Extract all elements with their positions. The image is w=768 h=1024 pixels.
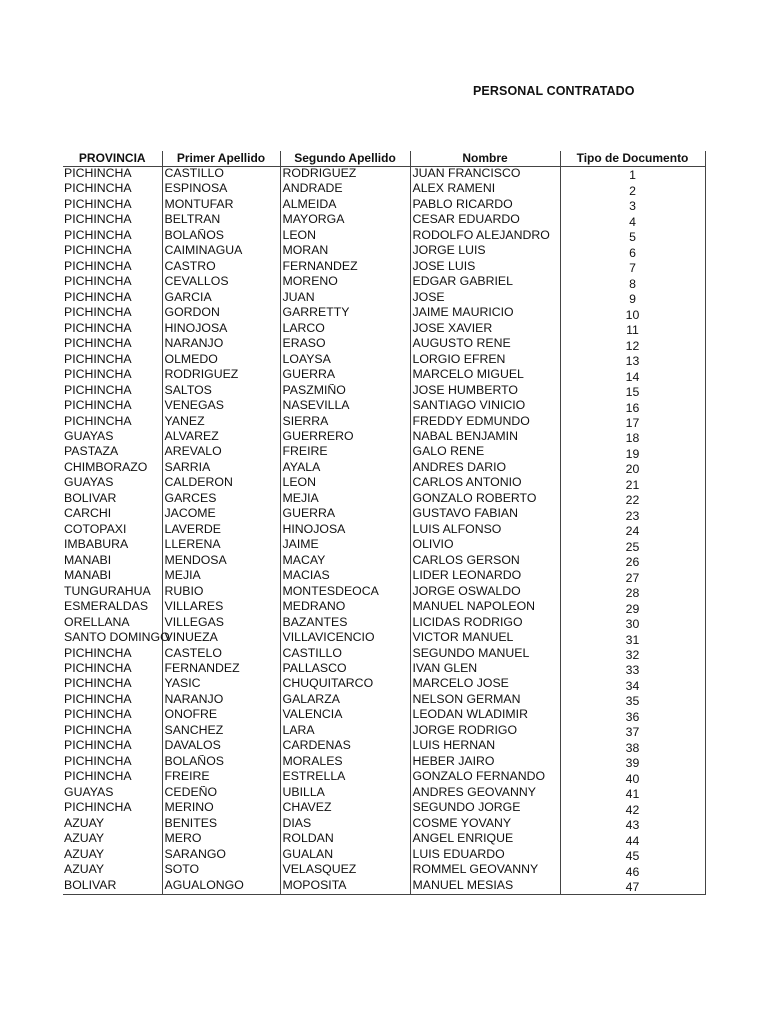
cell-tipo-documento: 6 [560,244,705,259]
table-row [63,708,705,723]
table-row [63,817,705,832]
cell-tipo-documento: 1 [560,167,705,183]
cell-nombre: JOSE HUMBERTO [410,384,560,399]
cell-provincia: BOLIVAR [63,879,162,895]
table-row [63,585,705,600]
cell-segundo-apellido: FREIRE [280,445,410,460]
cell-tipo-documento: 17 [560,415,705,430]
cell-segundo-apellido: DIAS [280,817,410,832]
cell-primer-apellido: MEJIA [162,569,280,584]
cell-provincia: BOLIVAR [64,490,117,505]
cell-nombre: JOSE XAVIER [410,322,560,337]
cell-primer-apellido: RUBIO [162,585,280,600]
table-row [63,832,705,847]
table-row [63,739,705,754]
table-row [63,879,705,895]
table-row [63,198,705,213]
cell-nombre: AUGUSTO RENE [410,337,560,352]
cell-provincia: PICHINCHA [64,382,132,397]
cell-provincia: PICHINCHA [64,212,132,227]
cell-nombre: MANUEL NAPOLEON [410,600,560,615]
cell-primer-apellido: HINOJOSA [162,322,280,337]
cell-primer-apellido: YASIC [162,677,280,692]
cell-segundo-apellido: RODRIGUEZ [280,167,410,183]
cell-primer-apellido: CASTILLO [162,167,280,183]
cell-segundo-apellido: ALMEIDA [280,198,410,213]
cell-tipo-documento: 13 [560,353,705,368]
cell-provincia: PICHINCHA [64,289,132,304]
cell-tipo-documento: 21 [560,476,705,491]
table-row [63,229,705,244]
cell-nombre: VICTOR MANUEL [410,631,560,646]
cell-provincia: PICHINCHA [64,320,132,335]
cell-tipo-documento: 23 [560,507,705,522]
cell-segundo-apellido: ESTRELLA [280,770,410,785]
cell-nombre: ANDRES GEOVANNY [410,786,560,801]
table-header-row [63,151,705,167]
cell-nombre: MARCELO JOSE [410,677,560,692]
column-header-tipo-documento: Tipo de Documento [560,151,705,167]
cell-primer-apellido: SARANGO [162,848,280,863]
cell-provincia: PICHINCHA [64,738,132,753]
cell-nombre: CESAR EDUARDO [410,213,560,228]
column-header-nombre: Nombre [410,151,560,167]
cell-provincia: PICHINCHA [64,351,132,366]
cell-primer-apellido: MERINO [162,801,280,816]
cell-nombre: CARLOS GERSON [410,554,560,569]
cell-nombre: LUIS HERNAN [410,739,560,754]
table-row [63,182,705,197]
cell-tipo-documento: 5 [560,229,705,244]
cell-tipo-documento: 2 [560,182,705,197]
cell-primer-apellido: BOLAÑOS [162,755,280,770]
cell-provincia: GUAYAS [64,784,114,799]
cell-nombre: ANGEL ENRIQUE [410,832,560,847]
cell-primer-apellido: ESPINOSA [162,182,280,197]
cell-nombre: NABAL BENJAMIN [410,430,560,445]
cell-segundo-apellido: VALENCIA [280,708,410,723]
cell-provincia: AZUAY [64,862,105,877]
table-row [63,693,705,708]
cell-nombre: RODOLFO ALEJANDRO [410,229,560,244]
cell-primer-apellido: CALDERON [162,476,280,491]
cell-tipo-documento: 44 [560,832,705,847]
cell-primer-apellido: CEDEÑO [162,786,280,801]
cell-segundo-apellido: AYALA [280,461,410,476]
table-row [63,306,705,321]
cell-segundo-apellido: CHUQUITARCO [280,677,410,692]
cell-provincia: MANABI [64,568,112,583]
cell-nombre: LICIDAS RODRIGO [410,616,560,631]
cell-segundo-apellido: MACIAS [280,569,410,584]
cell-provincia: PICHINCHA [64,398,132,413]
cell-nombre: ANDRES DARIO [410,461,560,476]
cell-nombre: COSME YOVANY [410,817,560,832]
cell-tipo-documento: 8 [560,275,705,290]
table-row [63,569,705,584]
cell-segundo-apellido: GUERRERO [280,430,410,445]
table-row [63,322,705,337]
cell-primer-apellido: OLMEDO [162,353,280,368]
table-body [63,167,705,895]
cell-nombre: FREDDY EDMUNDO [410,415,560,430]
table-row [63,399,705,414]
cell-segundo-apellido: MOPOSITA [280,879,410,895]
cell-segundo-apellido: JAIME [280,538,410,553]
cell-tipo-documento: 38 [560,739,705,754]
cell-provincia: AZUAY [64,831,105,846]
cell-primer-apellido: MENDOSA [162,554,280,569]
cell-provincia: PICHINCHA [64,645,132,660]
cell-provincia: PICHINCHA [64,722,132,737]
table-row [63,461,705,476]
table-row [63,492,705,507]
cell-primer-apellido: GARCES [162,492,280,507]
cell-tipo-documento: 39 [560,755,705,770]
cell-segundo-apellido: MEJIA [280,492,410,507]
cell-segundo-apellido: LEON [280,229,410,244]
cell-segundo-apellido: LARA [280,724,410,739]
cell-primer-apellido: BENITES [162,817,280,832]
cell-provincia: CARCHI [64,506,112,521]
cell-provincia: PICHINCHA [64,274,132,289]
cell-tipo-documento: 29 [560,600,705,615]
cell-tipo-documento: 45 [560,848,705,863]
table-row [63,554,705,569]
cell-nombre: SANTIAGO VINICIO [410,399,560,414]
cell-primer-apellido: DAVALOS [162,739,280,754]
cell-segundo-apellido: MORALES [280,755,410,770]
table-row [63,213,705,228]
cell-tipo-documento: 41 [560,786,705,801]
cell-tipo-documento: 37 [560,724,705,739]
column-header-segundo-apellido: Segundo Apellido [280,151,410,167]
cell-provincia: PICHINCHA [64,196,132,211]
cell-provincia: PICHINCHA [64,707,132,722]
cell-nombre: IVAN GLEN [410,662,560,677]
cell-segundo-apellido: SIERRA [280,415,410,430]
cell-primer-apellido: JACOME [162,507,280,522]
cell-tipo-documento: 35 [560,693,705,708]
cell-segundo-apellido: FERNANDEZ [280,260,410,275]
table-row [63,786,705,801]
cell-segundo-apellido: ERASO [280,337,410,352]
cell-provincia: SANTO DOMINGO [64,630,170,645]
cell-primer-apellido: YANEZ [162,415,280,430]
cell-nombre: MANUEL MESIAS [410,879,560,895]
cell-primer-apellido: SANCHEZ [162,724,280,739]
cell-tipo-documento: 15 [560,384,705,399]
cell-provincia: PICHINCHA [64,769,132,784]
cell-nombre: GONZALO FERNANDO [410,770,560,785]
cell-tipo-documento: 14 [560,368,705,383]
cell-tipo-documento: 16 [560,399,705,414]
cell-segundo-apellido: MORENO [280,275,410,290]
cell-primer-apellido: GARCIA [162,291,280,306]
cell-nombre: LUIS EDUARDO [410,848,560,863]
cell-tipo-documento: 32 [560,647,705,662]
cell-nombre: GONZALO ROBERTO [410,492,560,507]
table-row [63,755,705,770]
cell-primer-apellido: AREVALO [162,445,280,460]
cell-tipo-documento: 10 [560,306,705,321]
cell-provincia: MANABI [64,552,112,567]
cell-tipo-documento: 33 [560,662,705,677]
personnel-table [63,151,706,895]
table-row [63,631,705,646]
cell-provincia: PICHINCHA [64,243,132,258]
cell-provincia: AZUAY [64,815,105,830]
cell-primer-apellido: CASTRO [162,260,280,275]
cell-nombre: JOSE LUIS [410,260,560,275]
column-header-provincia: PROVINCIA [63,151,162,167]
cell-tipo-documento: 46 [560,863,705,878]
cell-provincia: PICHINCHA [64,305,132,320]
cell-provincia: COTOPAXI [64,521,127,536]
cell-nombre: LORGIO EFREN [410,353,560,368]
cell-nombre: SEGUNDO MANUEL [410,647,560,662]
cell-nombre: EDGAR GABRIEL [410,275,560,290]
table-row [63,662,705,677]
cell-nombre: JORGE RODRIGO [410,724,560,739]
cell-nombre: MARCELO MIGUEL [410,368,560,383]
cell-nombre: PABLO RICARDO [410,198,560,213]
cell-segundo-apellido: CHAVEZ [280,801,410,816]
cell-provincia: PASTAZA [64,444,119,459]
cell-provincia: PICHINCHA [64,413,132,428]
cell-primer-apellido: ONOFRE [162,708,280,723]
table-row [63,848,705,863]
cell-primer-apellido: VILLARES [162,600,280,615]
cell-provincia: PICHINCHA [64,753,132,768]
table-row [63,353,705,368]
cell-primer-apellido: LAVERDE [162,523,280,538]
table-row [63,600,705,615]
cell-primer-apellido: FERNANDEZ [162,662,280,677]
cell-nombre: OLIVIO [410,538,560,553]
cell-nombre: JAIME MAURICIO [410,306,560,321]
cell-nombre: LIDER LEONARDO [410,569,560,584]
table-row [63,476,705,491]
cell-provincia: PICHINCHA [64,800,132,815]
cell-primer-apellido: VENEGAS [162,399,280,414]
table-row [63,523,705,538]
table-row [63,384,705,399]
cell-tipo-documento: 34 [560,677,705,692]
cell-tipo-documento: 42 [560,801,705,816]
cell-tipo-documento: 36 [560,708,705,723]
cell-tipo-documento: 24 [560,523,705,538]
cell-primer-apellido: MERO [162,832,280,847]
cell-primer-apellido: FREIRE [162,770,280,785]
cell-primer-apellido: SARRIA [162,461,280,476]
cell-provincia: PICHINCHA [64,166,132,180]
cell-tipo-documento: 3 [560,198,705,213]
table-row [63,863,705,878]
cell-segundo-apellido: LARCO [280,322,410,337]
cell-tipo-documento: 22 [560,492,705,507]
cell-primer-apellido: VINUEZA [162,631,280,646]
cell-provincia: PICHINCHA [64,336,132,351]
cell-provincia: TUNGURAHUA [64,583,151,598]
cell-segundo-apellido: MEDRANO [280,600,410,615]
table-row [63,275,705,290]
table-row [63,445,705,460]
cell-provincia: PICHINCHA [64,181,132,196]
cell-segundo-apellido: ROLDAN [280,832,410,847]
cell-segundo-apellido: MACAY [280,554,410,569]
cell-segundo-apellido: MAYORGA [280,213,410,228]
cell-segundo-apellido: LEON [280,476,410,491]
table-row [63,167,705,183]
cell-provincia: GUAYAS [64,475,114,490]
table-row [63,616,705,631]
cell-provincia: PICHINCHA [64,367,132,382]
cell-primer-apellido: BELTRAN [162,213,280,228]
cell-segundo-apellido: BAZANTES [280,616,410,631]
table-row [63,337,705,352]
cell-tipo-documento: 43 [560,817,705,832]
cell-segundo-apellido: LOAYSA [280,353,410,368]
column-header-primer-apellido: Primer Apellido [162,151,280,167]
cell-segundo-apellido: GUERRA [280,368,410,383]
cell-tipo-documento: 4 [560,213,705,228]
cell-primer-apellido: NARANJO [162,693,280,708]
cell-segundo-apellido: HINOJOSA [280,523,410,538]
cell-provincia: PICHINCHA [64,258,132,273]
cell-tipo-documento: 27 [560,569,705,584]
table-row [63,801,705,816]
cell-tipo-documento: 11 [560,322,705,337]
cell-primer-apellido: GORDON [162,306,280,321]
cell-primer-apellido: LLERENA [162,538,280,553]
cell-provincia: PICHINCHA [64,676,132,691]
cell-tipo-documento: 18 [560,430,705,445]
cell-primer-apellido: ALVAREZ [162,430,280,445]
table-row [63,415,705,430]
cell-primer-apellido: SOTO [162,863,280,878]
cell-tipo-documento: 7 [560,260,705,275]
cell-segundo-apellido: VILLAVICENCIO [280,631,410,646]
cell-provincia: ORELLANA [64,614,130,629]
cell-segundo-apellido: GARRETTY [280,306,410,321]
cell-segundo-apellido: PALLASCO [280,662,410,677]
table-row [63,677,705,692]
cell-nombre: ROMMEL GEOVANNY [410,863,560,878]
table-row [63,724,705,739]
table-row [63,538,705,553]
cell-provincia: CHIMBORAZO [64,459,148,474]
cell-nombre: JORGE LUIS [410,244,560,259]
cell-tipo-documento: 19 [560,445,705,460]
cell-tipo-documento: 40 [560,770,705,785]
cell-segundo-apellido: PASZMIÑO [280,384,410,399]
cell-nombre: LEODAN WLADIMIR [410,708,560,723]
cell-provincia: PICHINCHA [64,661,132,675]
cell-primer-apellido: BOLAÑOS [162,229,280,244]
cell-primer-apellido: RODRIGUEZ [162,368,280,383]
cell-nombre: CARLOS ANTONIO [410,476,560,491]
cell-provincia: GUAYAS [64,428,114,443]
cell-segundo-apellido: GUERRA [280,507,410,522]
cell-primer-apellido: NARANJO [162,337,280,352]
cell-segundo-apellido: MONTESDEOCA [280,585,410,600]
cell-segundo-apellido: GALARZA [280,693,410,708]
cell-provincia: AZUAY [64,846,105,861]
table-row [63,430,705,445]
cell-tipo-documento: 25 [560,538,705,553]
table-row [63,770,705,785]
cell-nombre: JUAN FRANCISCO [410,167,560,183]
cell-provincia: IMBABURA [64,537,129,552]
cell-tipo-documento: 30 [560,616,705,631]
cell-segundo-apellido: NASEVILLA [280,399,410,414]
cell-tipo-documento: 47 [560,879,705,895]
cell-tipo-documento: 9 [560,291,705,306]
table-row [63,507,705,522]
cell-segundo-apellido: JUAN [280,291,410,306]
cell-tipo-documento: 26 [560,554,705,569]
cell-segundo-apellido: GUALAN [280,848,410,863]
cell-segundo-apellido: UBILLA [280,786,410,801]
cell-nombre: GALO RENE [410,445,560,460]
cell-primer-apellido: MONTUFAR [162,198,280,213]
cell-nombre: GUSTAVO FABIAN [410,507,560,522]
page-title: PERSONAL CONTRATADO [473,84,635,98]
cell-primer-apellido: CEVALLOS [162,275,280,290]
cell-tipo-documento: 28 [560,585,705,600]
table-row [63,260,705,275]
cell-provincia: ESMERALDAS [64,599,149,614]
cell-segundo-apellido: ANDRADE [280,182,410,197]
cell-primer-apellido: CASTELO [162,647,280,662]
cell-nombre: HEBER JAIRO [410,755,560,770]
cell-primer-apellido: CAIMINAGUA [162,244,280,259]
cell-provincia: PICHINCHA [64,691,132,706]
cell-segundo-apellido: CARDENAS [280,739,410,754]
table-row [63,291,705,306]
cell-nombre: JORGE OSWALDO [410,585,560,600]
cell-primer-apellido: AGUALONGO [162,879,280,895]
cell-tipo-documento: 12 [560,337,705,352]
cell-provincia: PICHINCHA [64,227,132,242]
table-row [63,647,705,662]
cell-primer-apellido: VILLEGAS [162,616,280,631]
cell-tipo-documento: 20 [560,461,705,476]
cell-tipo-documento: 31 [560,631,705,646]
table-row [63,368,705,383]
cell-nombre: SEGUNDO JORGE [410,801,560,816]
cell-segundo-apellido: VELASQUEZ [280,863,410,878]
cell-nombre: JOSE [410,291,560,306]
cell-nombre: LUIS ALFONSO [410,523,560,538]
table-row [63,244,705,259]
cell-segundo-apellido: CASTILLO [280,647,410,662]
cell-segundo-apellido: MORAN [280,244,410,259]
cell-primer-apellido: SALTOS [162,384,280,399]
cell-nombre: NELSON GERMAN [410,693,560,708]
cell-nombre: ALEX RAMENI [410,182,560,197]
